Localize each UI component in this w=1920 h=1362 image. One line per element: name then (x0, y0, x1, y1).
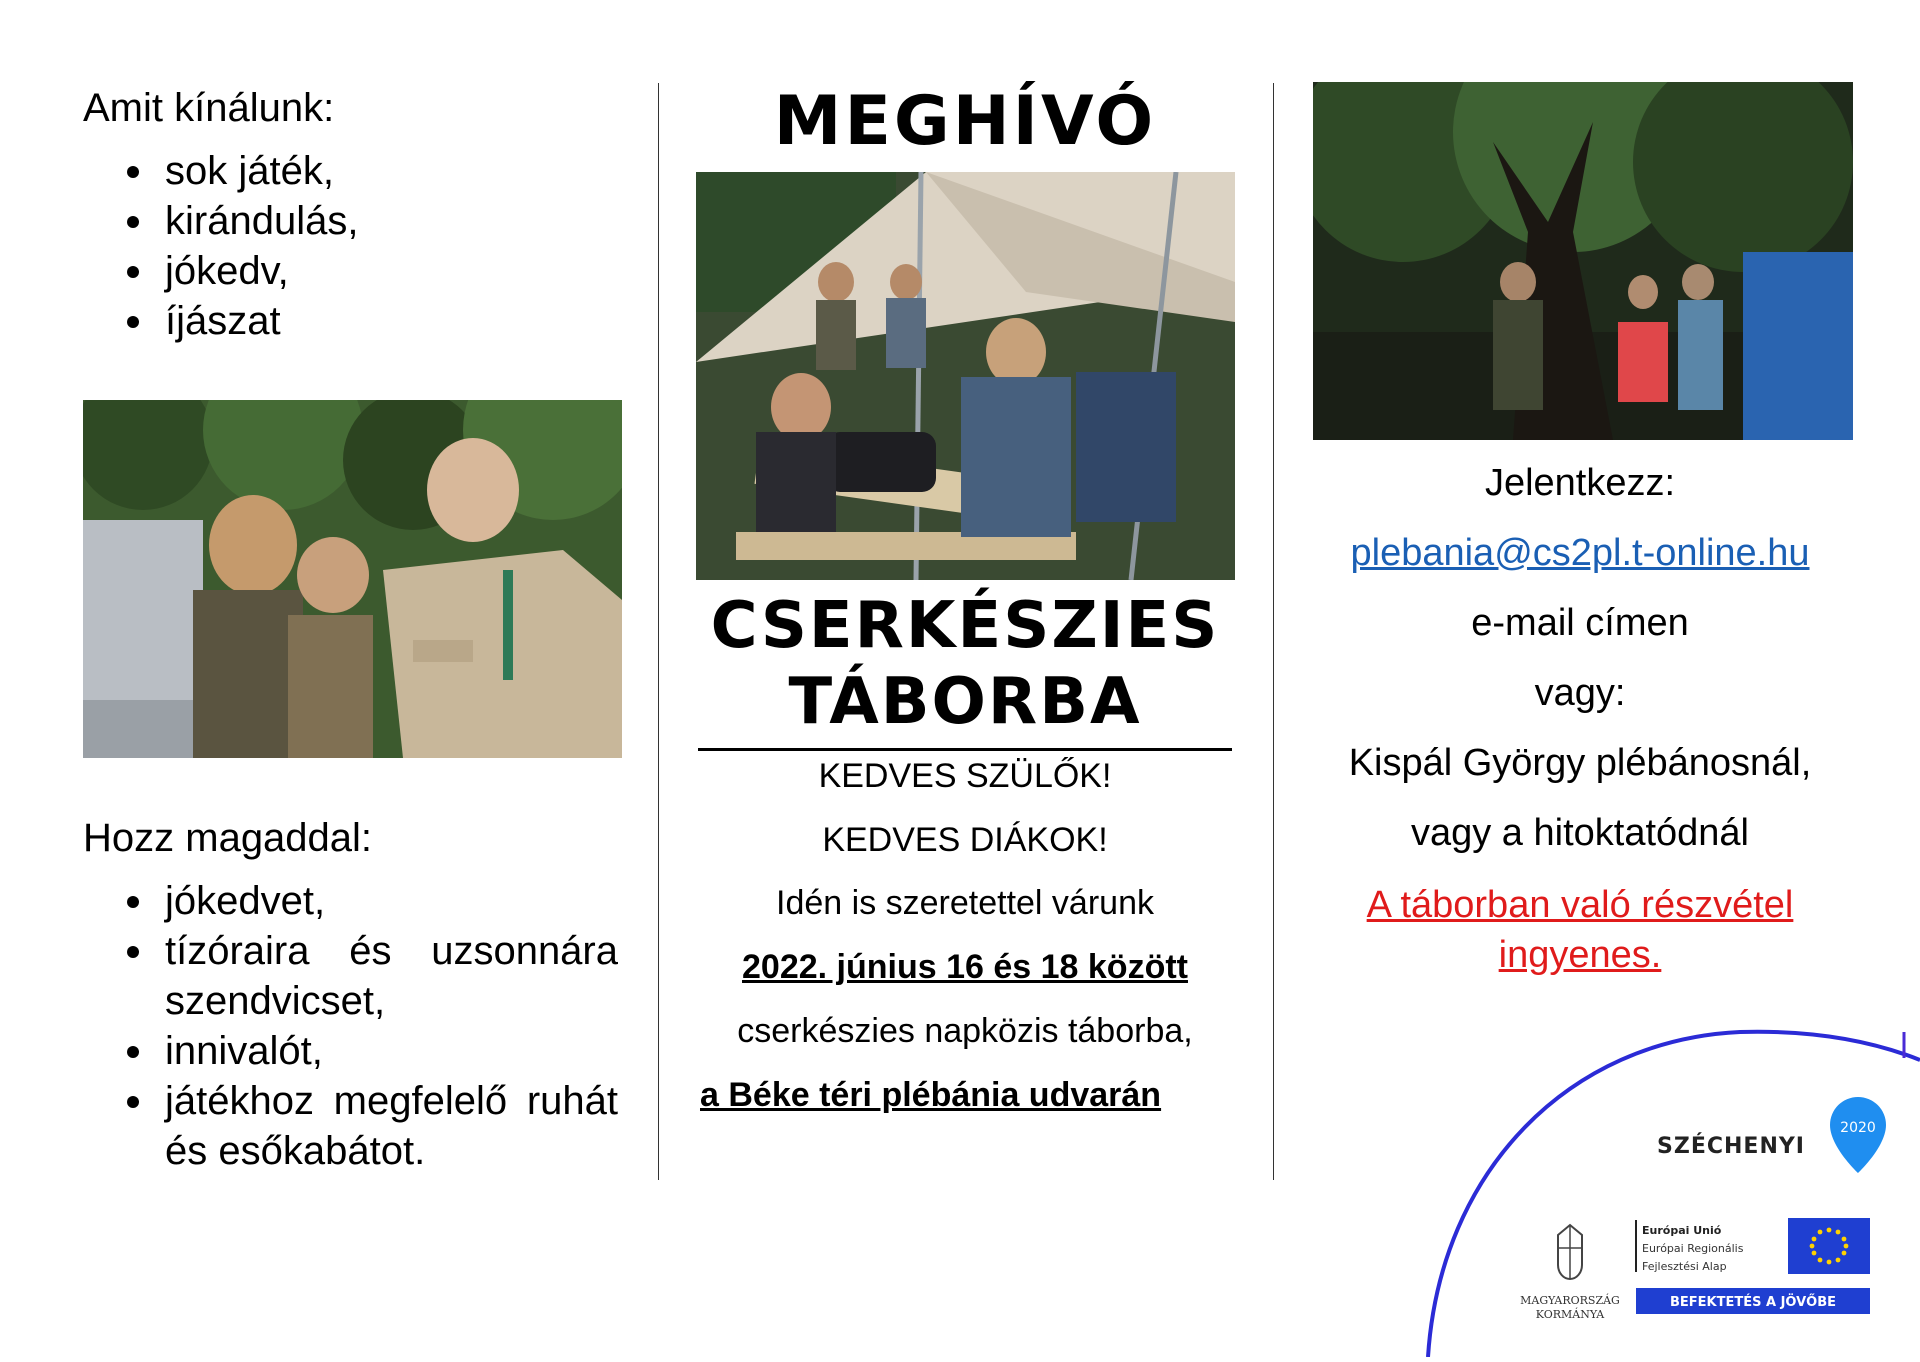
email-link[interactable]: plebania@cs2pl.t-online.hu (1350, 532, 1810, 574)
offer-item: sok játék, (83, 146, 623, 196)
offer-item: kirándulás, (83, 196, 623, 246)
scouts-photo (83, 400, 622, 758)
email-link-row (1310, 532, 1850, 575)
page-title: MEGHÍVÓ (773, 82, 1157, 161)
free-note-text: A táborban való részvétel ingyenes. (1366, 884, 1794, 976)
apply-label: Jelentkezz: (1484, 462, 1676, 504)
badge-eu-line1: Európai Unió (1642, 1224, 1722, 1237)
offer-item: íjászat (83, 296, 623, 346)
bring-heading: Hozz magaddal: (83, 816, 373, 860)
subtitle-line: TÁBORBA (788, 665, 1142, 739)
bring-list (83, 876, 618, 1176)
camp-location: a Béke téri plébánia udvarán (700, 1076, 1162, 1114)
bring-item: játékhoz megfelelő ruhát és esőkabátot. (83, 1076, 618, 1176)
subtitle-line: CSERKÉSZIES (710, 589, 1220, 663)
offer-heading: Amit kínálunk: (83, 86, 335, 130)
badge-gov-line2: KORMÁNYA (1535, 1308, 1605, 1321)
offer-item: jókedv, (83, 246, 623, 296)
tent-photo (696, 172, 1235, 580)
invite-text: Idén is szeretettel várunk (776, 884, 1154, 922)
badge-eu-line2: Európai Regionális (1642, 1242, 1744, 1255)
bring-item: tízóraira és uzsonnára szendvicset, (83, 926, 618, 1026)
column-divider-left (658, 83, 659, 1180)
contact-teacher: vagy a hitoktatódnál (1410, 812, 1749, 854)
bring-item: innivalót, (83, 1026, 618, 1076)
greeting-parents: KEDVES SZÜLŐK! (818, 757, 1112, 795)
badge-gov-line1: MAGYARORSZÁG (1520, 1294, 1620, 1307)
tree-photo (1313, 82, 1853, 440)
offer-list (83, 146, 623, 346)
title-divider (698, 748, 1232, 751)
email-suffix: e-mail címen (1471, 602, 1689, 644)
badge-eu-line3: Fejlesztési Alap (1642, 1260, 1727, 1273)
camp-date: 2022. június 16 és 18 között (742, 948, 1188, 986)
camp-description: cserkészies napközis táborba, (737, 1012, 1193, 1050)
contact-priest: Kispál György plébánosnál, (1348, 742, 1812, 784)
bring-item: jókedvet, (83, 876, 618, 926)
page-subtitle (700, 588, 1230, 740)
badge-year: 2020 (1840, 1120, 1876, 1136)
szechenyi-badge (1410, 1020, 1920, 1357)
badge-graphic (1410, 1020, 1920, 1357)
badge-slogan: BEFEKTETÉS A JÖVŐBE (1669, 1295, 1837, 1310)
or-label: vagy: (1534, 672, 1626, 714)
column-divider-right (1273, 83, 1274, 1180)
free-participation-note (1310, 880, 1850, 980)
badge-brand: SZÉCHENYI (1657, 1134, 1805, 1159)
greeting-students: KEDVES DIÁKOK! (822, 821, 1108, 859)
